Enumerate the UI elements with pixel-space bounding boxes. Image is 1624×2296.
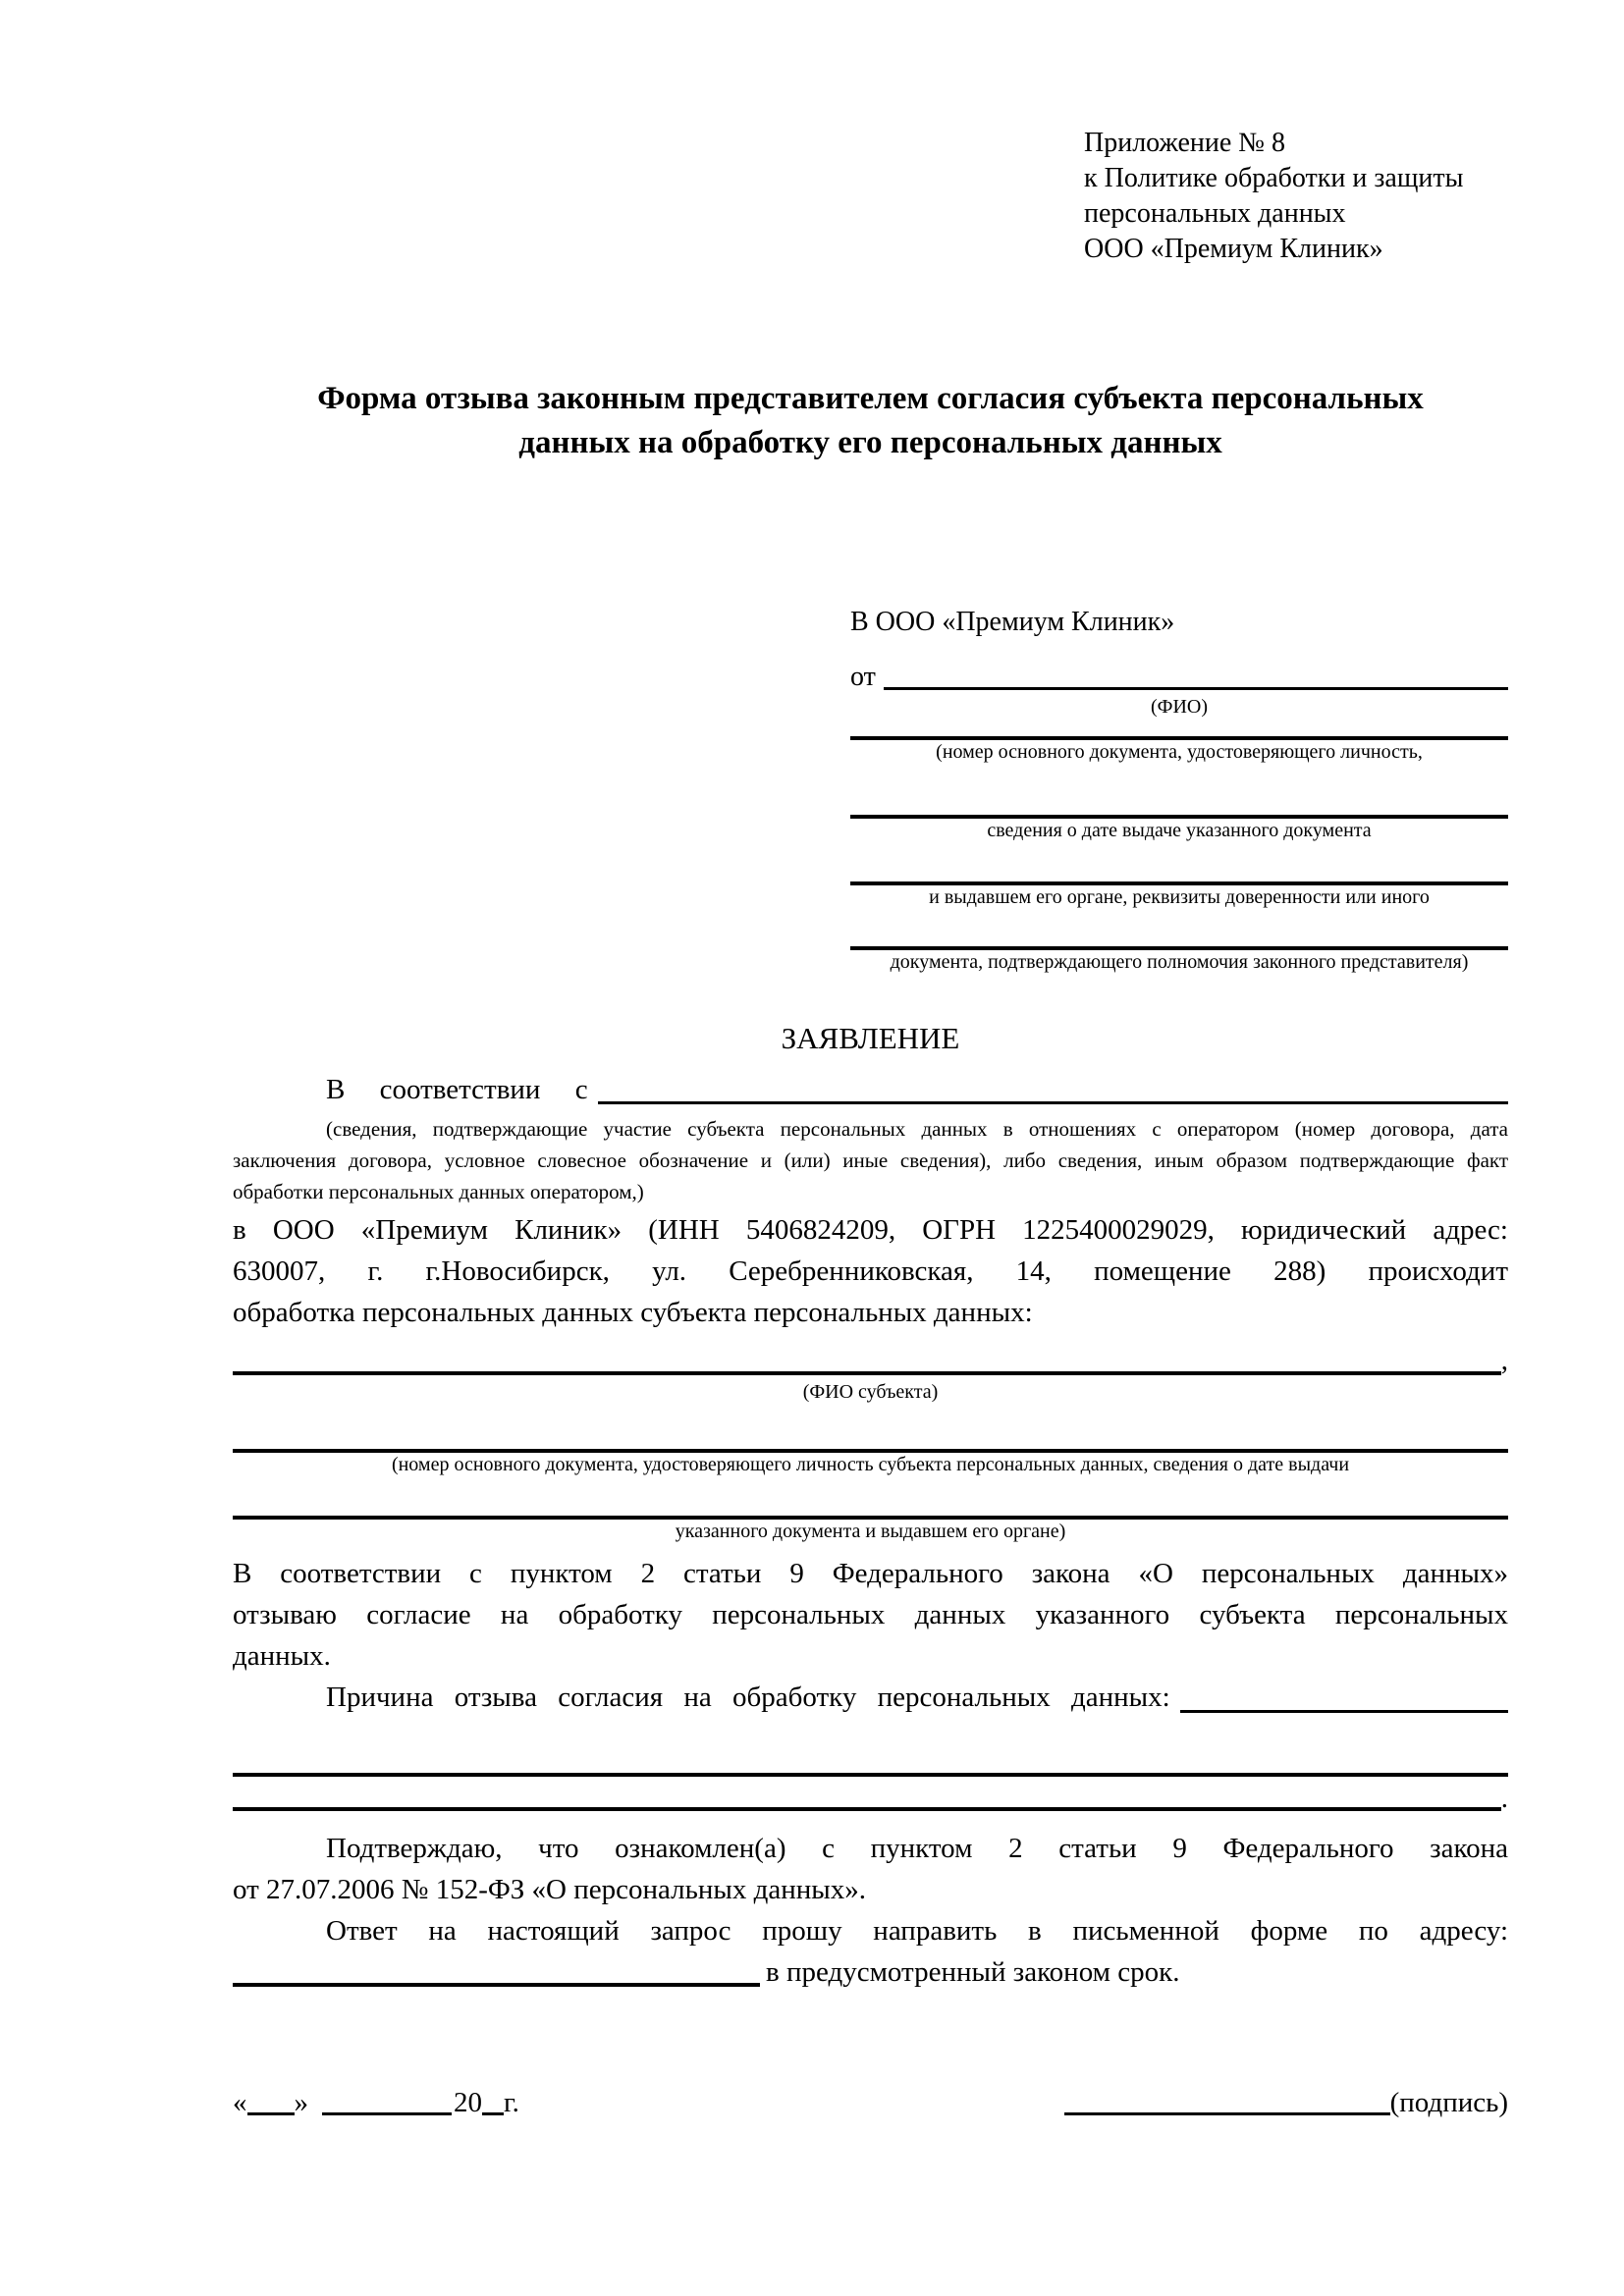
appendix-line-3: персональных данных (1084, 198, 1346, 229)
withdrawal-line-3: данных. (233, 1640, 331, 1672)
footer-row (233, 2083, 1508, 2122)
from-field (850, 660, 1508, 695)
appendix-line-4: ООО «Премиум Клиник» (1084, 234, 1383, 264)
operator-paragraph-line-2: 630007, г. г.Новосибирск, ул. Серебренниковская, 14, помещение 288) происходит (233, 1255, 1508, 1287)
statement-heading: ЗАЯВЛЕНИЕ (781, 1021, 960, 1055)
intro-field (233, 1070, 1508, 1109)
subject-fio-blank-line (233, 1371, 1501, 1375)
signature-blank-line (1064, 2112, 1390, 2115)
date-quote-open: « (233, 2087, 247, 2118)
intro-lead: В соответствии с (326, 1074, 588, 1105)
withdrawal-line-1: В соответствии с пунктом 2 статьи 9 Федерального закона «О персональных данных» (233, 1558, 1508, 1589)
representative-document-caption-4: документа, подтверждающего полномочия законного представителя) (890, 951, 1469, 973)
subject-fio-caption: (ФИО субъекта) (802, 1381, 939, 1403)
representative-document-caption-3: и выдавшем его органе, реквизиты доверенности или иного (929, 886, 1430, 908)
reply-address-field (233, 1951, 1508, 1993)
representative-document-caption-1: (номер основного документа, удостоверяющего личность, (936, 741, 1423, 763)
recipient-block (850, 605, 1508, 974)
intro-caption-line-1: (сведения, подтверждающие участие субъекта персональных данных в отношениях с оператором (номер договора, дата (326, 1117, 1508, 1141)
document-title: Форма отзыва законным представителем согласия субъекта персональных данных на обработку его персональных данных (317, 381, 1424, 460)
reason-blank-line (1180, 1710, 1508, 1713)
representative-fio-blank-line (884, 687, 1508, 690)
subject-fio-field (233, 1341, 1508, 1380)
subject-fio-comma: , (1500, 1345, 1508, 1376)
operator-paragraph (233, 1209, 1508, 1333)
fio-caption: (ФИО) (1150, 696, 1208, 718)
month-blank-line (322, 2112, 452, 2115)
appendix-line-1: Приложение № 8 (1084, 128, 1285, 158)
reply-address-blank-line (233, 1983, 760, 1987)
year-blank-line (482, 2112, 504, 2115)
confirm-line-1: Подтверждаю, что ознакомлен(а) с пунктом 2 статьи 9 Федерального закона (326, 1833, 1508, 1864)
year-suffix: г. (504, 2087, 519, 2118)
day-blank-line (247, 2112, 295, 2115)
subject-document-caption-2: указанного документа и выдавшем его органе) (675, 1521, 1066, 1542)
reason-blank-line-3 (233, 1807, 1501, 1811)
signature-caption: (подпись) (1389, 2087, 1508, 2118)
reason-lead: Причина отзыва согласия на обработку персональных данных: (326, 1682, 1170, 1713)
intro-caption-line-2: заключения договора, условное словесное обозначение и (или) иные сведения), либо сведения, иным образом подтверждающие факт (233, 1148, 1508, 1172)
appendix-block (1084, 126, 1508, 267)
representative-document-caption-2: сведения о дате выдаче указанного документа (987, 820, 1372, 841)
reason-field (233, 1677, 1508, 1718)
withdrawal-line-2: отзываю согласие на обработку персональных данных указанного субъекта персональных (233, 1599, 1508, 1630)
intro-blank-line (598, 1101, 1508, 1104)
subject-document-caption-1: (номер основного документа, удостоверяющего личность субъекта персональных данных, сведения о дате выдачи (391, 1454, 1350, 1475)
operator-paragraph-line-1: в ООО «Премиум Клиник» (ИНН 5406824209, ОГРН 1225400029029, юридический адрес: (233, 1214, 1508, 1246)
reply-lead-line: Ответ на настоящий запрос прошу направить в письменной форме по адресу: (326, 1915, 1508, 1947)
date-field (233, 2083, 519, 2122)
reply-tail: в предусмотренный законом срок. (766, 1956, 1180, 1988)
intro-caption-line-3: обработки персональных данных оператором,) (233, 1180, 644, 1203)
confirm-paragraph (233, 1828, 1508, 1910)
reason-period: . (1500, 1783, 1508, 1814)
operator-paragraph-line-3: обработка персональных данных субъекта персональных данных: (233, 1297, 1033, 1328)
signature-field (1064, 2083, 1508, 2122)
intro-caption (233, 1113, 1508, 1207)
confirm-line-2: от 27.07.2006 № 152-ФЗ «О персональных данных». (233, 1874, 867, 1905)
date-quote-close: » (294, 2087, 308, 2118)
reason-blank-line-3-row (233, 1781, 1508, 1816)
reason-blank-line-2 (233, 1773, 1508, 1777)
year-prefix: 20 (454, 2087, 482, 2118)
recipient-organization: В ООО «Премиум Клиник» (850, 607, 1175, 637)
withdrawal-paragraph (233, 1553, 1508, 1677)
from-label: от (850, 662, 876, 692)
appendix-line-2: к Политике обработки и защиты (1084, 163, 1464, 193)
